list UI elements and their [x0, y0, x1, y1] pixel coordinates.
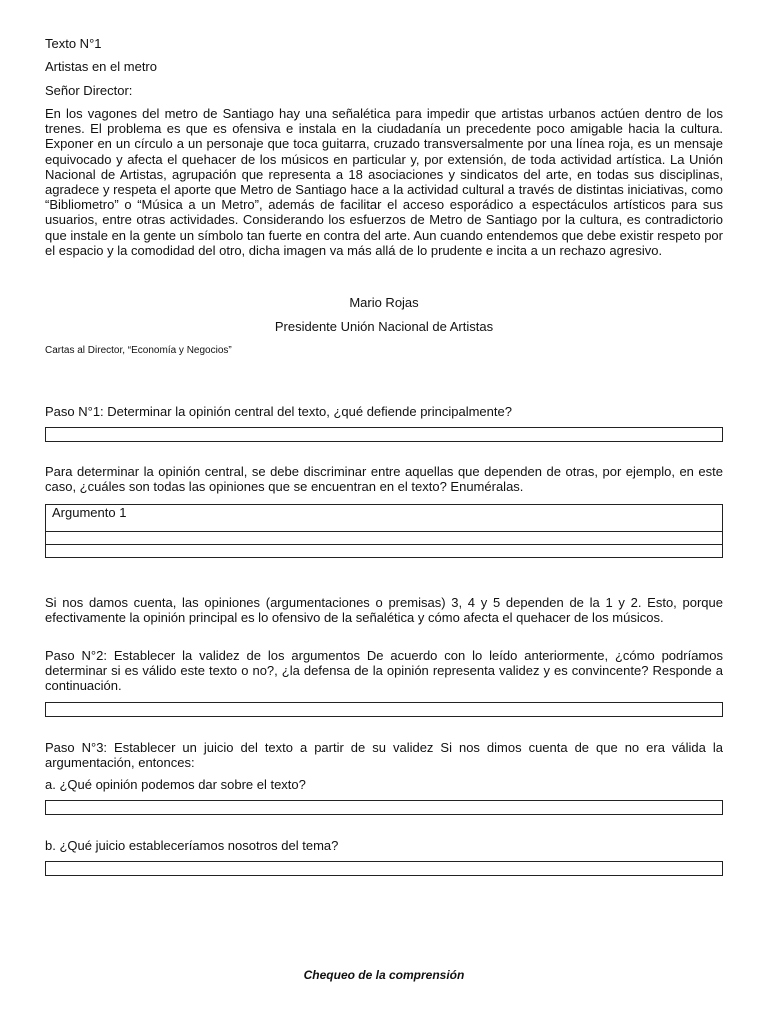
opinions-instruction: Para determinar la opinión central, se debe discriminar entre aquellas que dependen de otras, por ejemplo, en este caso, ¿cuáles son todas las opiniones que se encuentran en el texto? Enuméralas. [45, 464, 723, 495]
explanation-text: Si nos damos cuenta, las opiniones (argumentaciones o premisas) 3, 4 y 5 dependen de la 1 y 2. Esto, porque efectivamente la opinión principal es lo ofensivo de la señalética y cómo afecta el quehacer de los músicos. [45, 595, 723, 626]
paso3-b-answer-box[interactable] [45, 861, 723, 876]
letter-body: En los vagones del metro de Santiago hay una señalética para impedir que artistas urbanos actúen dentro de los trenes. El problema es que es ofensiva e instala en la ciudadanía un precedente poco amigable hacia la cultura. Exponer en un círculo a un personaje que toca guitarra, cruzado transversalmente por una línea roja, es un mensaje equivocado y afecta el quehacer de los músicos en particular y, por extensión, de toda actividad artística. La Unión Nacional de Artistas, agrupación que representa a 18 asociaciones y sindicatos del arte, en todas sus disciplinas, agradece y respeta el aporte que Metro de Santiago hace a la actividad cultural a través de distintas iniciativas, como “Bibliometro” o “Música a un Metro”, además de facilitar el acceso esporádico a espectáculos artísticos para sus usuarios, entre otras actividades. Considerando los esfuerzos de Metro de Santiago por la cultura, es contradictorio que instale en la gente un símbolo tan fuerte en contra del arte. Aun cuando entendemos que debe existir respeto por el espacio y la comodidad del otro, dicha imagen va más allá de lo prudente e incita a un rechazo agresivo. [45, 106, 723, 258]
paso1-question: Paso N°1: Determinar la opinión central del texto, ¿qué defiende principalmente? [45, 404, 512, 419]
text-title: Artistas en el metro [45, 59, 157, 74]
argument-label: Argumento 1 [52, 505, 127, 520]
letter-salutation: Señor Director: [45, 83, 133, 98]
text-label: Texto N°1 [45, 36, 102, 51]
table-row[interactable] [46, 505, 722, 532]
paso3-item-a: a. ¿Qué opinión podemos dar sobre el texto? [45, 777, 306, 792]
signature-role: Presidente Unión Nacional de Artistas [274, 319, 494, 334]
opinions-table [45, 504, 723, 558]
table-row[interactable] [46, 545, 722, 557]
comprehension-check-title: Chequeo de la comprensión [303, 968, 465, 982]
paso2-answer-box[interactable] [45, 702, 723, 717]
paso2-question: Paso N°2: Establecer la validez de los argumentos De acuerdo con lo leído anteriormente, ¿cómo podríamos determinar si es válido este texto o no?, ¿la defensa de la opinión representa validez y es convincente? Responde a continuación. [45, 648, 723, 694]
paso3-question: Paso N°3: Establecer un juicio del texto a partir de su validez Si nos dimos cuenta de que no era válida la argumentación, entonces: [45, 740, 723, 771]
document-page [45, 0, 723, 1024]
signature-name: Mario Rojas [349, 295, 419, 310]
letter-source: Cartas al Director, “Economía y Negocios” [45, 345, 232, 356]
paso3-a-answer-box[interactable] [45, 800, 723, 815]
paso3-item-b: b. ¿Qué juicio estableceríamos nosotros del tema? [45, 838, 339, 853]
table-row[interactable] [46, 532, 722, 545]
paso1-answer-box[interactable] [45, 427, 723, 442]
